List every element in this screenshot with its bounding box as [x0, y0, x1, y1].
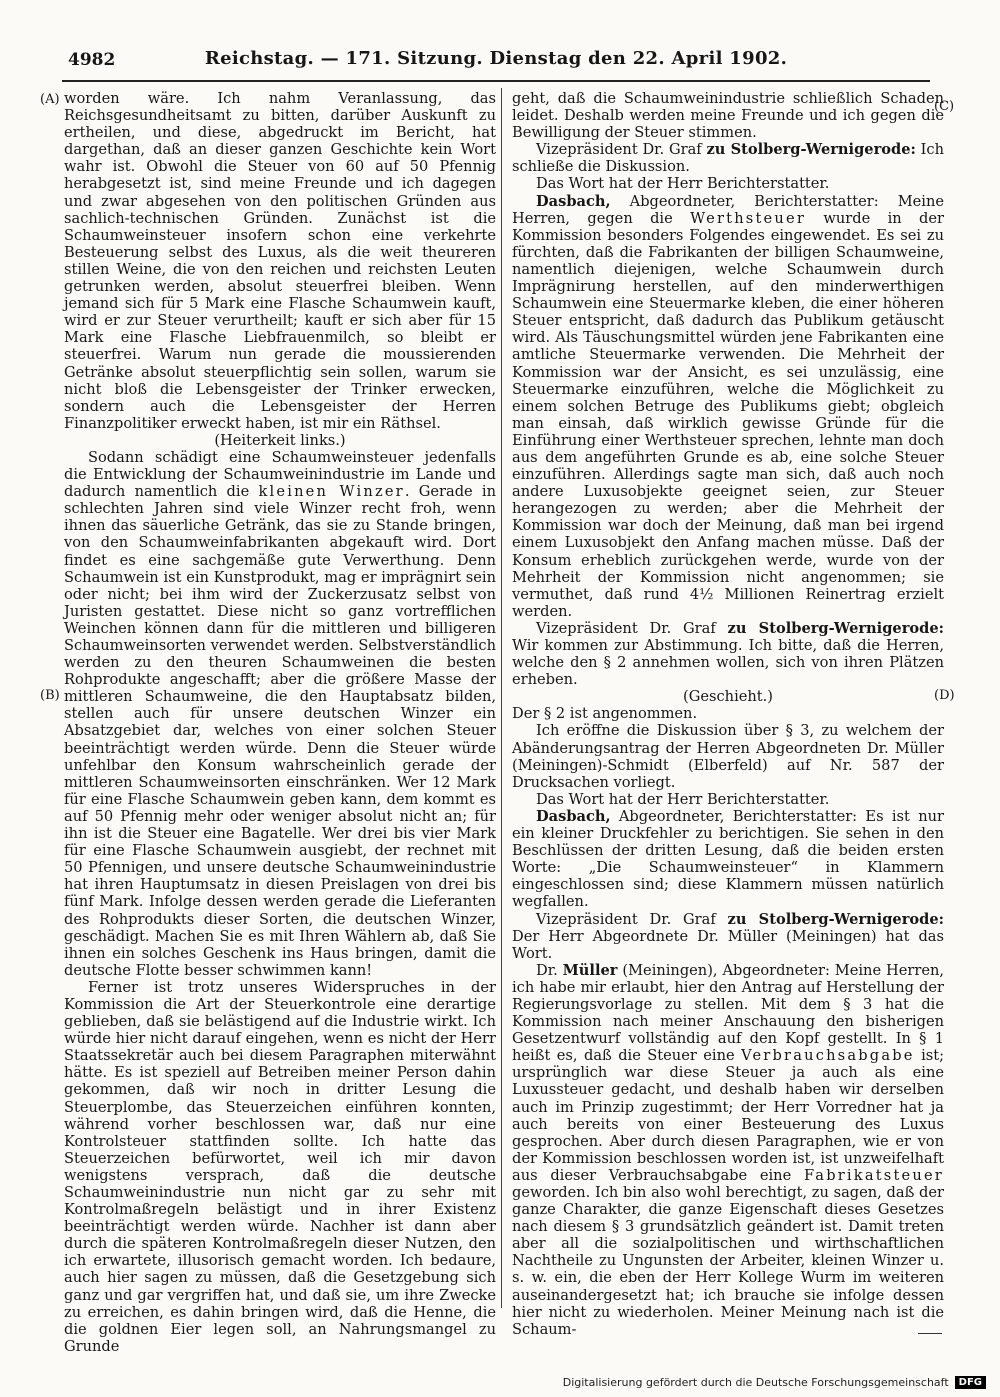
footer-credit-text: Digitalisierung gefördert durch die Deutsche Forschungsgemeinschaft	[562, 1376, 949, 1389]
paragraph: geht, daß die Schaumweinindustrie schließlich Schaden leidet. Deshalb werden meine Freunde und ich gegen die Bewilligung der Steuer stimmen.	[512, 90, 944, 142]
text-run: Abgeordneter, Berichterstatter: Meine Herren, gegen die	[512, 192, 944, 227]
speaker-paragraph	[512, 808, 944, 911]
speaker-name: Müller	[562, 961, 618, 979]
speaker-name: Dasbach,	[536, 807, 611, 825]
margin-mark-a: (A)	[40, 92, 60, 107]
emphasis-text: Werthsteuer	[690, 209, 806, 227]
paragraph: Der § 2 ist angenommen.	[512, 705, 698, 723]
speaker-paragraph	[512, 911, 944, 962]
text-run: Sodann schädigt eine Schaumweinsteuer jedenfalls die Entwicklung der Schaumweinindustrie im Lande und dadurch namentlich die	[64, 448, 496, 501]
margin-mark-b: (B)	[40, 688, 60, 703]
text-run: Ich schließe die Diskussion.	[512, 141, 944, 176]
page-header	[62, 46, 930, 74]
speaker-name: zu Stolberg-Wernigerode:	[727, 619, 944, 637]
header-rule	[62, 80, 930, 82]
text-run: Abgeordneter, Berichterstatter: Es ist nur ein kleiner Druckfehler zu berichtigen. Sie sehen in den Beschlüssen der dritten Lesung, daß die beiden ersten Worte: „Die Schaumweinsteuer“ in Klammern eingeschlossen sind; diese Klammern müssen natürlich wegfallen.	[512, 807, 944, 911]
text-run: . Gerade in schlechten Jahren sind viele Winzer recht froh, wenn ihnen das säuerliche Getränk, das sie zu Stande bringen, von den Schaumweinfabrikanten abgekauft wird. Dort findet es eine sachgemäße gute Verwerthung. Denn Schaumwein ist ein Kunstprodukt, mag er imprägnirt sein oder nicht; bei ihm wird der Zuckerzusatz selbst von Juristen gestattet. Diese nicht so ganz vortrefflichen Weinchen können dann für die mittleren und billigeren Schaumweinsorten verwendet werden. Selbstverständlich werden zu den theuren Schaumweinen die besten Rohprodukte angeschafft; aber die größere Masse der mittleren Schaumweine, die den Hauptabsatz bilden, stellen auch für unsere deutschen Winzer ein Absatzgebiet dar, welches von einer solchen Steuer beeinträchtigt werden würde. Denn die Steuer würde unfehlbar den Konsum wahrscheinlich gerade der mittleren Schaumweinsorten einschränken. Wer 12 Mark für eine Flasche Schaumwein geben kann, dem kommt es auf 50 Pfennig mehr oder weniger absolut nicht an; für ihn ist die Steuer eine Bagatelle. Wer drei bis vier Mark für eine Flasche Schaumwein ausgiebt, der rechnet mit 50 Pfennigen, und unsere deutsche Schaumweinindustrie hat ihren Hauptumsatz in diesen Preislagen von drei bis fünf Mark. Infolge dessen werden gerade die Lieferanten des Rohprodukts dieser Sorten, die deutschen Winzer, geschädigt. Machen Sie es mit Ihren Wählern ab, daß Sie ihnen ein solches Geschenk ins Haus bringen, damit die deutsche Flotte besser schwimmen kann!	[64, 483, 496, 979]
text-run: Wir kommen zur Abstimmung. Ich bitte, daß die Herren, welche den § 2 annehmen wollen, sich von ihren Plätzen erheben.	[512, 637, 944, 689]
emphasis-text: Fabrikatsteuer	[803, 1166, 944, 1184]
paragraph: Das Wort hat der Herr Berichterstatter.	[536, 790, 830, 808]
speaker-title: Dr.	[536, 961, 563, 979]
column-divider	[501, 88, 502, 1308]
footer-credit	[563, 1376, 986, 1389]
speaker-title: Vizepräsident Dr. Graf	[536, 141, 707, 159]
footer-rule	[918, 1333, 942, 1334]
text-run: Der Herr Abgeordnete Dr. Müller (Meiningen) hat das Wort.	[512, 927, 944, 962]
dfg-logo-icon: DFG	[955, 1376, 986, 1389]
paragraph: Ich eröffne die Diskussion über § 3, zu welchem der Abänderungsantrag der Herren Abgeordneten Dr. Müller (Meiningen)-Schmidt (Elberfeld) auf Nr. 587 der Drucksachen vorliegt.	[512, 722, 944, 791]
speaker-name: zu Stolberg-Wernigerode:	[727, 910, 944, 928]
running-head: Reichstag. — 171. Sitzung. Dienstag den 22. April 1902.	[204, 48, 788, 69]
text-run: geworden. Ich bin also wohl berechtigt, zu sagen, daß der ganze Charakter, die ganze Eigenschaft dieses Gesetzes nach diesem § 3 grundsätzlich geändert ist. Damit treten aber all die sozialpolitischen und wirthschaftlichen Nachtheile zu Ungunsten der Arbeiter, kleinen Winzer u. s. w. ein, die eben der Herr Kollege Wurm im weiteren auseinandergesetzt hat; ich brauche sie infolge dessen hier nicht zu wiederholen. Meiner Meinung nach ist die Schaum-	[512, 1184, 944, 1338]
paragraph: Ferner ist trotz unseres Widerspruches in der Kommission die Art der Steuerkontrole eine derartige geblieben, daß sie belästigend auf die Industrie wirkt. Ich würde hier nicht darauf eingehen, wenn es nicht der Herr Staatssekretär auch bei diesem Paragraphen miterwähnt hätte. Es ist speziell auf Betreiben meiner Person dahin gekommen, daß wir noch in dritter Lesung die Steuerplombe, das Steuerzeichen einführen konnten, während vorher beschlossen war, daß nur eine Kontrolsteuer stattfinden sollte. Ich hatte das Steuerzeichen befürwortet, weil ich mir davon wenigstens versprach, daß die deutsche Schaumweinindustrie nun nicht gar zu sehr mit Kontrolmaßregeln belästigt und in ihrer Existenz beeinträchtigt werden würde. Nachher ist dann aber durch die späteren Kontrolmaßregeln dieser Nutzen, den ich erwartete, illusorisch gemacht worden. Ich bedaure, auch hier sagen zu müssen, daß die Gesetzgebung sich ganz und gar vergriffen hat, und daß sie, um ihre Zwecke zu erreichen, es dahin bringen wird, daß die Henne, die die goldnen Eier legen soll, an Nahrungsmangel zu Grunde	[64, 978, 496, 1355]
interjection: (Geschieht.)	[683, 688, 773, 706]
speaker-title: Vizepräsident Dr. Graf	[536, 619, 728, 637]
page-number: 4982	[68, 50, 116, 70]
speaker-paragraph	[512, 141, 944, 175]
paragraph: worden wäre. Ich nahm Veranlassung, das Reichsgesundheitsamt zu bitten, darüber Auskunft zu ertheilen, und diese, abgedruckt im Bericht, hat dargethan, daß an dieser ganzen Geschichte kein Wort wahr ist. Obwohl die Steuer von 60 auf 50 Pfennig herabgesetzt ist, sind meine Freunde und ich dagegen und zwar abgesehen von den politischen Gründen aus sachlich-technischen Gründen. Zunächst ist die Schaumweinsteuer insofern schon eine verkehrte Besteuerung selbst des Luxus, als die weit theureren stillen Weine, die von den reichen und reichsten Leuten getrunken werden, absolut steuerfrei bleiben. Wenn jemand sich für 5 Mark eine Flasche Schaumwein kauft, wird er zur Steuer verurtheilt; kauft er sich aber für 15 Mark eine Flasche Liebfrauenmilch, so bleibt er steuerfrei. Warum nun gerade die moussierenden Getränke absolut steuerpflichtig sein sollen, warum sie nicht bloß die Lebensgeister der Trinker erwecken, sondern auch die Lebensgeister der Herren Finanzpolitiker erweckt haben, ist mir ein Räthsel.	[64, 90, 496, 432]
margin-mark-d: (D)	[934, 688, 955, 703]
speaker-title: Vizepräsident Dr. Graf	[536, 910, 728, 928]
emphasis-text: kleinen Winzer	[258, 483, 405, 501]
paragraph: Das Wort hat der Herr Berichterstatter.	[536, 175, 830, 193]
left-column	[64, 90, 496, 1355]
right-column	[512, 90, 944, 1338]
speaker-paragraph	[512, 620, 944, 688]
speaker-name: zu Stolberg-Wernigerode:	[706, 141, 916, 159]
interjection: (Heiterkeit links.)	[214, 431, 346, 449]
speaker-name: Dasbach,	[536, 192, 611, 210]
emphasis-text: Verbrauchsabgabe	[741, 1047, 915, 1065]
text-run: (Meiningen), Abgeordneter: Meine Herren, ich habe mir erlaubt, hier den Antrag auf Herstellung der Regierungsvorlage zu stellen. Mit dem § 3 hat die Kommission nach meiner Anschauung den bisherigen Gesetzentwurf vollständig auf den Kopf gestellt. In § 1 heißt es, daß die Steuer eine	[512, 961, 944, 1065]
paragraph	[64, 449, 496, 979]
speaker-paragraph	[512, 193, 944, 620]
text-run: ist; ursprünglich war diese Steuer ja auch als eine Luxussteuer gedacht, und deshalb haben wir derselben auch im Prinzip zugestimmt; der Herr Vorredner hat ja auch bereits von einer Besteuerung des Luxus gesprochen. Aber durch diesen Paragraphen, wie er von der Kommission beschlossen worden ist, ist unzweifelhaft aus dieser Verbrauchsabgabe eine	[512, 1047, 945, 1184]
speaker-paragraph	[512, 962, 944, 1338]
text-run: wurde in der Kommission besonders Folgendes eingewendet. Es sei zu fürchten, daß die Fabrikanten der billigen Schaumweine, namentlich diejenigen, welche Schaumwein durch Imprägnirung herstellen, auf den minderwerthigen Schaumwein eine Steuermarke kleben, die einer höheren Steuer entspricht, daß dadurch das Publikum getäuscht wird. Als Täuschungsmittel würden jene Fabrikanten eine amtliche Steuermarke verwenden. Die Mehrheit der Kommission war der Ansicht, es sei unzulässig, eine Steuermarke einzuführen, welche die Möglichkeit zu einem solchen Betruge des Publikums giebt; obgleich man einsah, daß wirklich gewisse Gründe für die Einführung einer Werthsteuer sprechen, lehnte man doch aus dem angeführten Grunde es ab, eine solche Steuer einzuführen. Allerdings sagte man sich, daß auch noch andere Luxusobjekte geeignet seien, zur Steuer herangezogen zu werden; aber die Mehrheit der Kommission war doch der Meinung, daß man bei irgend einem Luxusobjekt den Anfang machen müsse. Daß der Konsum erheblich zurückgehen werde, wurde von der Mehrheit der Kommission nicht angenommen; sie vermuthet, daß rund 4½ Millionen Reinertrag erzielt werden.	[512, 209, 944, 620]
margin-mark-c: (C)	[934, 99, 955, 114]
